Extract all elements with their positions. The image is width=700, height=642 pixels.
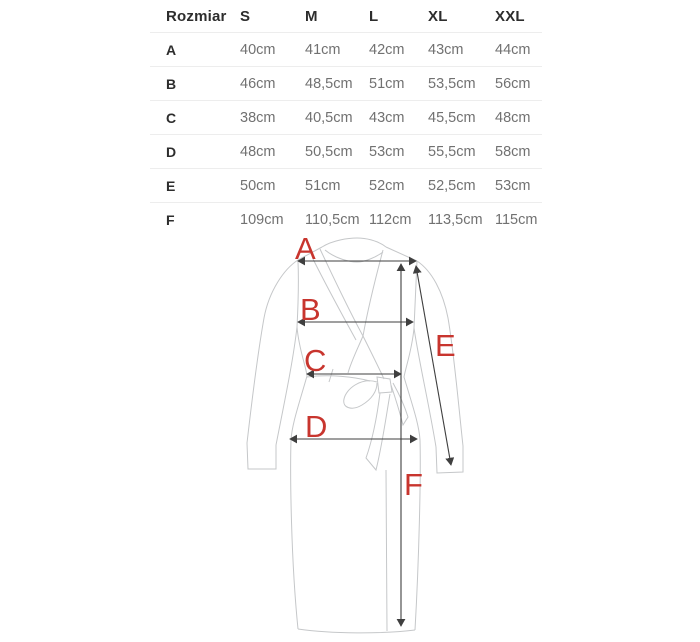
value-xxl: 44cm [495, 41, 531, 58]
value-s: 38cm [240, 109, 276, 126]
row-label: B [166, 75, 177, 92]
value-xl: 43cm [428, 41, 464, 58]
row-label: A [166, 41, 177, 58]
value-s: 40cm [240, 41, 276, 58]
row-label: C [166, 109, 177, 126]
left-sleeve-outer [247, 260, 298, 443]
value-xxl: 53cm [495, 177, 531, 194]
right-lapel [363, 250, 383, 336]
bow-knot [377, 377, 392, 393]
body-right-side [404, 261, 420, 630]
value-l: 112cm [369, 212, 412, 228]
row-label: E [166, 177, 176, 194]
measure-label-c: C [304, 343, 327, 378]
column-header-xl: XL [428, 7, 448, 25]
value-xxl: 58cm [495, 143, 531, 160]
row-label: D [166, 143, 177, 160]
hem-line [298, 629, 415, 633]
value-s: 46cm [240, 75, 276, 92]
value-xxl: 48cm [495, 109, 531, 126]
value-xxl: 56cm [495, 75, 531, 92]
value-l: 42cm [369, 41, 405, 58]
value-l: 51cm [369, 75, 405, 92]
value-m: 41cm [305, 41, 341, 58]
column-header-rozmiar: Rozmiar [166, 7, 227, 25]
column-header-s: S [240, 7, 251, 25]
value-s: 109cm [240, 212, 284, 228]
dress-outline-drawing [247, 238, 463, 633]
value-l: 52cm [369, 177, 405, 194]
left-lapel [320, 249, 384, 379]
sash-tail-short [391, 383, 408, 425]
value-m: 40,5cm [305, 109, 353, 126]
row-label: F [166, 212, 175, 228]
sash-tail-long [366, 393, 390, 470]
value-xl: 45,5cm [428, 109, 476, 126]
value-s: 50cm [240, 177, 276, 194]
value-xl: 113,5cm [428, 212, 483, 228]
lapel-under-v [348, 336, 363, 373]
value-xl: 53,5cm [428, 75, 476, 92]
value-l: 53cm [369, 143, 405, 160]
column-header-l: L [369, 7, 379, 25]
value-l: 43cm [369, 109, 405, 126]
value-xl: 55,5cm [428, 143, 476, 160]
value-xxl: 115cm [495, 212, 538, 228]
measure-label-d: D [305, 409, 328, 444]
value-s: 48cm [240, 143, 276, 160]
measure-label-f: F [404, 467, 423, 502]
collar-inner [325, 250, 383, 262]
right-shoulder-seam [386, 247, 417, 261]
skirt-wrap-edge [386, 470, 387, 631]
column-header-m: M [305, 7, 318, 25]
value-m: 50,5cm [305, 143, 353, 160]
collar-outer [322, 238, 386, 247]
value-m: 110,5cm [305, 212, 360, 228]
value-xl: 52,5cm [428, 177, 476, 194]
measure-label-b: B [300, 292, 321, 327]
value-m: 48,5cm [305, 75, 353, 92]
right-sleeve-inner [414, 328, 436, 447]
value-m: 51cm [305, 177, 341, 194]
left-cuff [247, 443, 276, 469]
measure-label-a: A [295, 231, 316, 266]
column-header-xxl: XXL [495, 7, 525, 25]
left-sleeve-inner [276, 327, 297, 445]
measure-label-e: E [435, 328, 456, 363]
bow-loop [344, 381, 377, 408]
